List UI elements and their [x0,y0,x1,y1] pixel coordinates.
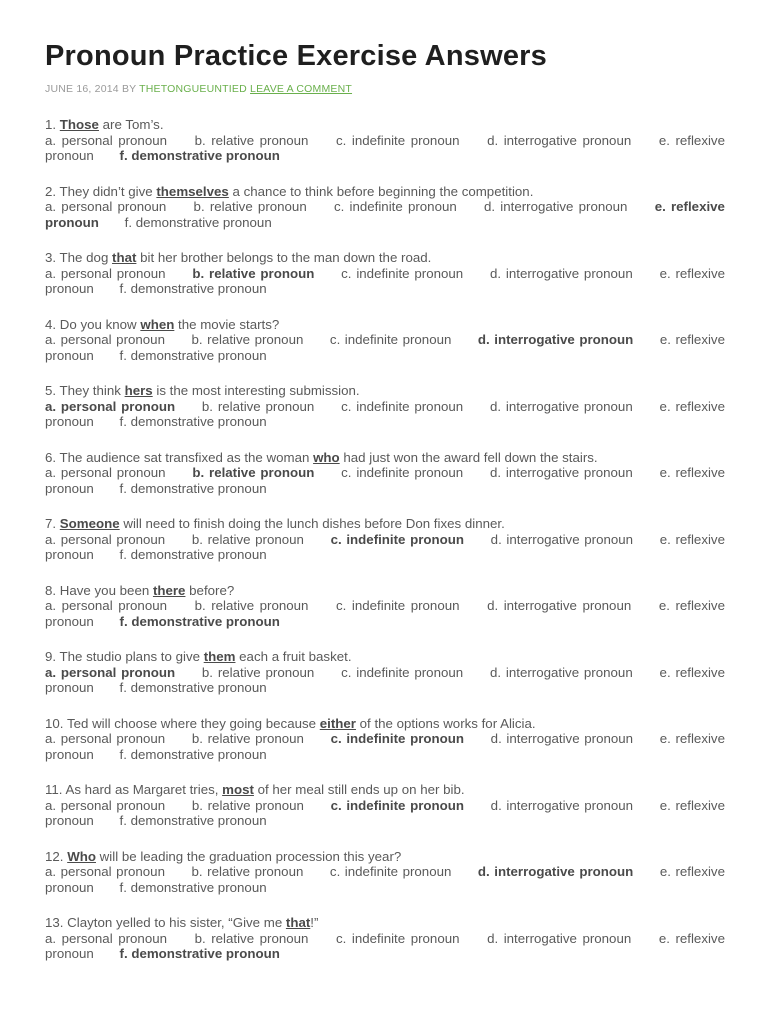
correct-answer-option: e. reflexive pronoun [45,199,725,230]
answer-option: b. relative pronoun [191,731,304,746]
answer-option: b. relative pronoun [201,664,315,680]
target-pronoun: most [222,782,254,797]
question-text: a chance to think before beginning the competition. [228,183,534,199]
question-stem [45,317,725,333]
answer-option: e. reflexive pronoun [45,797,725,828]
answer-option: f. demonstrative pronoun [119,414,267,429]
answer-option: a. personal pronoun [45,864,165,879]
target-pronoun: that [112,250,137,265]
question-item [45,117,725,164]
question-text: of the options works for Alicia. [355,715,536,731]
question-text: 4. Do you know [45,316,141,332]
page-title: Pronoun Practice Exercise Answers [45,40,547,72]
answer-options [45,665,725,696]
answer-option: d. interrogative pronoun [490,465,633,480]
answer-option: f. demonstrative pronoun [119,879,267,895]
answer-option: d. interrogative pronoun [490,731,634,746]
question-stem [45,915,725,931]
answer-option: c. indefinite pronoun [329,332,452,347]
answer-options [45,798,725,829]
answer-option: a. personal pronoun [45,531,166,547]
question-text: 6. The audience sat transfixed as the woman [45,449,314,465]
answer-option: f. demonstrative pronoun [119,347,267,363]
question-text: 10. Ted will choose where they going because [45,715,320,731]
answer-option: d. interrogative pronoun [487,598,632,613]
answer-option: f. demonstrative pronoun [119,680,267,695]
answer-option: a. personal pronoun [45,731,166,746]
question-stem [45,849,725,865]
answer-option: f. demonstrative pronoun [124,214,272,230]
answer-option: d. interrogative pronoun [487,132,632,148]
question-item [45,317,725,364]
question-text: bit her brother belongs to the man down the road. [136,250,432,265]
question-stem [45,583,725,599]
answer-option: f. demonstrative pronoun [119,281,267,296]
question-item [45,450,725,497]
correct-answer-option: a. personal pronoun [45,398,176,414]
answer-option: a. personal pronoun [45,465,166,480]
target-pronoun: hers [124,383,153,398]
answer-option: d. interrogative pronoun [483,199,628,214]
question-item [45,383,725,430]
post-by: BY [121,83,137,95]
question-text: each a fruit basket. [235,649,352,664]
question-stem [45,383,725,399]
answer-option: b. relative pronoun [201,398,315,414]
question-stem [45,117,725,133]
answer-options [45,133,725,164]
answer-option: d. interrogative pronoun [490,398,633,414]
answer-option: f. demonstrative pronoun [119,547,267,562]
answer-options [45,465,725,496]
target-pronoun: when [140,316,175,332]
question-text: before? [185,582,235,598]
answer-option: a. personal pronoun [45,265,166,281]
correct-answer-option: f. demonstrative pronoun [119,613,280,629]
question-item [45,849,725,896]
answer-option: c. indefinite pronoun [336,930,460,946]
question-stem [45,649,725,665]
answer-option: c. indefinite pronoun [341,664,464,680]
correct-answer-option: b. relative pronoun [192,465,315,480]
question-text: of her meal still ends up on her bib. [253,782,465,797]
correct-answer-option: b. relative pronoun [192,265,315,281]
question-text: 11. As hard as Margaret tries, [45,782,223,797]
answer-options [45,598,725,629]
answer-option: f. demonstrative pronoun [119,746,267,762]
question-item [45,516,725,563]
target-pronoun: who [313,449,340,465]
answer-options [45,532,725,563]
target-pronoun: that [285,915,311,930]
answer-option: c. indefinite pronoun [336,598,460,613]
answer-option: c. indefinite pronoun [336,132,460,148]
answer-option: d. interrogative pronoun [490,664,633,680]
correct-answer-option: c. indefinite pronoun [330,731,465,746]
target-pronoun: either [319,715,356,731]
answer-option: b. relative pronoun [194,930,309,946]
answer-option: f. demonstrative pronoun [119,813,267,828]
answer-options [45,199,725,230]
question-text: is the most interesting submission. [152,383,360,398]
answer-option: b. relative pronoun [191,797,304,813]
answer-option: b. relative pronoun [191,864,304,879]
answer-option: e. reflexive pronoun [45,664,725,695]
answer-option: b. relative pronoun [191,531,304,547]
answer-option: e. reflexive pronoun [45,332,725,363]
answer-option: a. personal pronoun [45,199,167,214]
answer-options [45,399,725,430]
answer-option: b. relative pronoun [193,199,307,214]
answer-option: d. interrogative pronoun [490,797,634,813]
target-pronoun: them [203,649,236,664]
leave-comment-link[interactable]: LEAVE A COMMENT [250,83,353,95]
answer-options [45,332,725,363]
question-text: will be leading the graduation procession this year? [95,848,402,864]
question-text: 8. Have you been [45,582,153,598]
target-pronoun: there [152,582,186,598]
question-text: 5. They think [45,383,125,398]
answer-option: d. interrogative pronoun [487,930,632,946]
post-meta [45,82,725,96]
answer-option: c. indefinite pronoun [329,864,452,879]
answer-option: c. indefinite pronoun [341,465,464,480]
question-stem [45,184,725,200]
answer-option: f. demonstrative pronoun [119,480,267,496]
question-stem [45,782,725,798]
answer-option: e. reflexive pronoun [45,132,725,163]
answer-option: e. reflexive pronoun [45,265,725,296]
answer-option: d. interrogative pronoun [490,531,634,547]
question-text: 12. [45,848,68,864]
answer-options [45,266,725,297]
post-date: JUNE 16, 2014 [45,83,119,95]
correct-answer-option: d. interrogative pronoun [477,864,634,879]
question-text: had just won the award fell down the stairs. [339,449,598,465]
question-text: are Tom’s. [98,117,164,132]
answer-option: e. reflexive pronoun [45,731,725,762]
question-item [45,915,725,962]
answer-option: c. indefinite pronoun [341,398,464,414]
answer-option: e. reflexive pronoun [45,930,725,961]
answer-option: e. reflexive pronoun [45,398,725,429]
target-pronoun: Someone [59,516,120,531]
answer-option: b. relative pronoun [194,132,309,148]
answer-option: b. relative pronoun [194,598,309,613]
answer-option: a. personal pronoun [45,797,166,813]
answer-option: e. reflexive pronoun [45,465,725,496]
correct-answer-option: f. demonstrative pronoun [119,946,280,961]
answer-option: a. personal pronoun [45,132,168,148]
target-pronoun: Who [67,848,96,864]
target-pronoun: themselves [156,183,229,199]
answer-option: e. reflexive pronoun [45,598,725,629]
answer-option: a. personal pronoun [45,598,168,613]
answer-option: a. personal pronoun [45,930,168,946]
correct-answer-option: a. personal pronoun [45,664,176,680]
question-item [45,583,725,630]
correct-answer-option: c. indefinite pronoun [330,797,465,813]
answer-options [45,931,725,962]
question-stem [45,450,725,466]
question-item [45,184,725,231]
answer-options [45,864,725,895]
question-item [45,649,725,696]
answer-options [45,731,725,762]
question-stem [45,716,725,732]
question-item [45,782,725,829]
question-item [45,716,725,763]
question-text: 2. They didn’t give [45,183,157,199]
question-text: 3. The dog [45,250,113,265]
answer-option: e. reflexive pronoun [45,531,725,562]
question-item [45,250,725,297]
question-text: will need to finish doing the lunch dishes before Don fixes dinner. [119,516,505,531]
author-link[interactable]: THETONGUEUNTIED [139,83,247,95]
answer-option: a. personal pronoun [45,332,165,347]
question-stem [45,516,725,532]
correct-answer-option: d. interrogative pronoun [477,332,634,347]
answer-option: b. relative pronoun [191,332,304,347]
question-text: 7. [45,516,60,531]
question-text: !” [310,915,319,930]
question-text: 1. [45,117,60,132]
correct-answer-option: f. demonstrative pronoun [119,148,280,163]
answer-option: d. interrogative pronoun [490,265,633,281]
target-pronoun: Those [59,117,99,132]
answer-option: c. indefinite pronoun [333,199,457,214]
question-stem [45,250,725,266]
correct-answer-option: c. indefinite pronoun [330,531,465,547]
article [45,38,725,961]
answer-option: e. reflexive pronoun [45,864,725,895]
question-text: 9. The studio plans to give [45,649,204,664]
question-text: the movie starts? [174,316,280,332]
question-text: 13. Clayton yelled to his sister, “Give me [45,915,286,930]
answer-option: c. indefinite pronoun [341,265,464,281]
